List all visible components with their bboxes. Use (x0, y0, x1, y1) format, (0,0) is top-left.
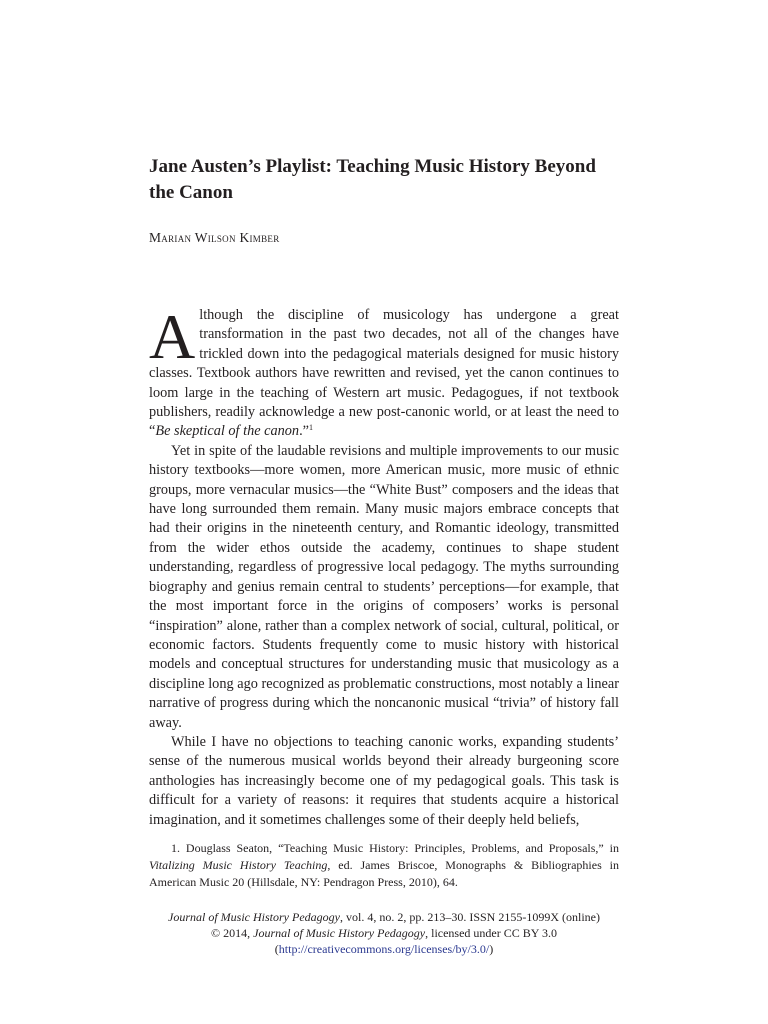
copyright-year: © 2014, (211, 926, 254, 940)
copyright-journal-name: Journal of Music History Pedagogy (253, 926, 426, 940)
colophon-license (149, 941, 619, 957)
open-paren: ( (274, 942, 279, 956)
colophon-journal-name: Journal of Music History Pedagogy (168, 910, 340, 924)
paragraph-2: Yet in spite of the laudable revisions and multiple improvements to our music history textbooks—more women, more American music, more music of ethnic groups, more vernacular musics—the “White Bust” composers and the ideas that have long surrounded them remain. Many music majors embrace concepts that had their origins in the nineteenth century, and Romantic ideology, transmitted from the wider ethos outside the academy, continues to shape student understanding, regardless of progressive local pedagogy. The myths surrounding biography and genius remain central to students’ perceptions—for example, that the most important force in the origins of composers’ works is personal “inspiration” alone, rather than a complex network of social, cultural, political, or economic factors. Students frequently come to music history with historical models and conceptual structures for understanding music that musicology as a discipline long ago recognized as problematic constructions, most notably a linear narrative of progress during which the noncanonic musical “trivia” of history fall away. (149, 442, 619, 731)
paragraph-3: While I have no objections to teaching canonic works, expanding students’ sense of the numerous musical worlds beyond their already burgeoning score anthologies has increasingly become one of my pedagogical goals. This task is difficult for a variety of reasons: it requires that students acquire a historical imagination, and it sometimes challenges some of their deeply held beliefs, (149, 733, 619, 828)
license-link[interactable]: http://creativecommons.org/licenses/by/3.0/ (278, 942, 490, 956)
article-title: Jane Austen’s Playlist: Teaching Music History Beyond the Canon (149, 156, 596, 203)
drop-cap: A (149, 301, 196, 372)
paragraph-1-text: lthough the discipline of musicology has undergone a great transformation in the past two decades, not all of the changes have trickled down into the pedagogical materials designed for music history classes. Textbook authors have rewritten and revised, yet the canon continues to loom large in the teaching of Western art music. Pedagogues, if not textbook publishers, readily acknowledge a new post-canonic world, or at least the need to “ (149, 307, 619, 440)
article-author: Marian Wilson Kimber (149, 230, 280, 245)
paragraph-1-quote: Be skeptical of the canon (155, 423, 300, 440)
footnote-number: 1. (171, 841, 180, 855)
footnote-text: Douglass Seaton, “Teaching Music History: Principles, Problems, and Proposals,” in (185, 841, 619, 855)
footnote-book-title: Vitalizing Music History Teaching (149, 858, 328, 872)
colophon-copyright (149, 925, 619, 941)
footnote-1 (149, 840, 619, 891)
colophon-volume-info: , vol. 4, no. 2, pp. 213–30. ISSN 2155-1099X (online) (339, 910, 600, 924)
paragraph-1-quote-end: .” (299, 423, 309, 440)
license-text: , licensed under CC BY 3.0 (425, 926, 557, 940)
close-paren: ) (489, 942, 494, 956)
colophon-citation (149, 909, 619, 925)
paragraph-1 (149, 301, 619, 442)
footnote-text-end: , ed. James Briscoe, Monographs & Bibliographies in American Music 20 (Hillsdale, NY: Pendragon Press, 2010), 64. (149, 858, 619, 889)
footnote-reference[interactable]: 1 (309, 423, 313, 433)
article-body (149, 301, 619, 830)
colophon (149, 909, 619, 957)
